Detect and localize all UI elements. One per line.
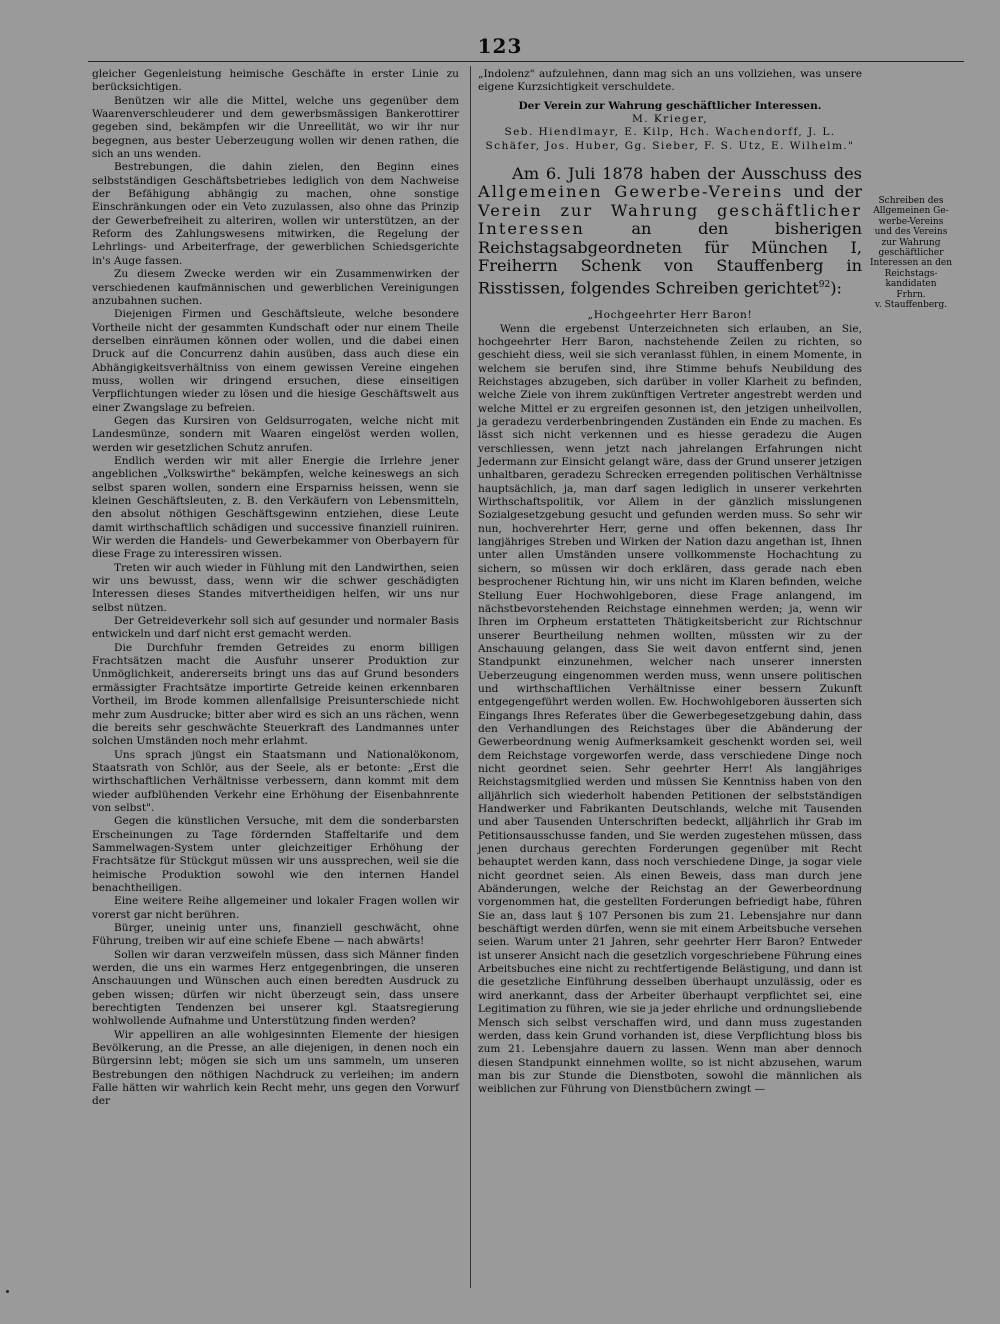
right-column [478,68,862,1097]
paragraph: Bürger, uneinig unter uns, finanziell geschwächt, ohne Führung, treiben wir auf eine schiefe Ebene — nach abwärts! [92,922,459,948]
footnote-marker: 92 [818,279,831,290]
margin-note [866,196,956,310]
paragraph: Benützen wir alle die Mittel, welche uns gegenüber dem Waarenverschleuderer und dem gewerbsmässigen Bankerottirer gegeben sind, bekämpfen wir die Unreellität, wo wir ihr nur begegnen, aus bester Ueberzeugung wollen wir denen rathen, die sich an uns wenden. [92,94,459,161]
opening-paragraph: „Indolenz" aufzulehnen, dann mag sich an uns vollziehen, was unsere eigene Kurzsichtigkeit verschuldete. [478,68,862,94]
signature-organization: Der Verein zur Wahrung geschäftlicher Interessen. [518,99,822,112]
paragraph: Treten wir auch wieder in Fühlung mit den Landwirthen, seien wir uns bewusst, dass, wenn wir die schwer geschädigten Interessen dieses Standes mitvertheidigen helfen, wir uns nur selbst nützen. [92,561,459,614]
paragraph: Bestrebungen, die dahin zielen, den Beginn eines selbstständigen Geschäftsbetriebes lediglich von dem Nachweise der Befähigung abhängig zu machen, ohne sonstige Einschränkungen oder ein Veto zuzulassen, also ohne das Prinzip der Gewerbefreiheit zu alteriren, wollen wir unterstützen, an der Reform des Zahlungswesens mitwirken, die Regelung der Lehrlings- und Arbeiterfrage, der gewerblichen Schiedsgerichte in's Auge fassen. [92,161,459,267]
signature-names: Seb. Hiendlmayr, E. Kilp, Hch. Wachendorff, J. L. Schäfer, Jos. Huber, Gg. Sieber, F. S. Utz, E. Wilhelm." [485,126,855,152]
paragraph: Die Durchfuhr fremden Getreides zu enorm billigen Frachtsätzen macht die Ausfuhr unserer Produktion zur Unmöglichkeit, andererseits bringt uns das auf Grund besonders ermässigter Frachtsätze importirte Getreide keinen erkennbaren Vortheil, im Brode kommen allenfallsige Preisunterschiede nicht mehr zum Ausdrucke; bitter aber wird es sich an uns rächen, wenn die bereits sehr geschwächte Steuerkraft des Landmannes unter solchen Umständen noch mehr erlahmt. [92,641,459,748]
margin-note-line: Allgemeinen Ge- [873,206,949,217]
margin-note-line: geschäftlicher [878,248,944,259]
introduction-paragraph [478,165,862,297]
scan-speck [6,1290,9,1293]
margin-note-line: werbe-Vereins [878,216,944,227]
salutation: „Hochgeehrter Herr Baron! [587,309,753,322]
intro-text: an den bisherigen Reichstagsabgeordneten für München I, Freiherrn Schenk von Stauffenberg in Risstissen, folgendes Schreiben gerichtet [478,219,862,297]
letter-body: Wenn die ergebenst Unterzeichneten sich erlauben, an Sie, hochgeehrter Herr Baron, nachstehende Zeilen zu richten, so geschieht diess, weil sie sich veranlasst fühlen, in einem Momente, in welchem sie berufen sind, ihre Stimme behufs Neubildung des Reichstages abzugeben, sich darüber in voller Klarheit zu befinden, welche Ziele von ihrem zukünftigen Vertreter angestrebt werden und welche Mittel er zu ergreifen gesonnen ist, den jetzigen unheilvollen, ja geradezu verderbenbringenden Zuständen ein Ende zu machen. Es lässt sich nicht verkennen und es hiesse geradezu die Augen verschliessen, wenn jetzt nach jahrelangen Erfahrungen nicht Jedermann zur Einsicht gelangt wäre, dass der Grund unserer jetzigen unhaltbaren, geradezu Schrecken erregenden politischen Verhältnisse hauptsächlich, ja, man darf sagen lediglich in unserer verkehrten Wirthschaftspolitik, vor Allem in der gänzlich misslungenen Sozialgesetzgebung gesucht und gefunden werden muss. So sehr wir nun, hochverehrter Herr, gerne und offen bekennen, dass Ihr langjähriges Streben und Wirken der Nation dazu angethan ist, Ihnen unter allen Umständen unsere vollkommenste Hochachtung zu sichern, so müssen wir doch erklären, dass gerade nach eben besprochener Richtung hin, wir uns nicht im Klaren befinden, welche Stellung Euer Hochwohlgeboren, diese Frage anlangend, im nächstbevorstehenden Reichstage einnehmen werden; ja, wenn wir Ihren im Orpheum erstatteten Thätigkeitsbericht zur Richtschnur unserer Beurtheilung nehmen wollten, müssten wir zu der Anschauung gelangen, dass Sie weit davon entfernt sind, jenen Standpunkt einzunehmen, welcher nach unserer innersten Ueberzeugung eingenommen werden muss, wenn unsere politischen und wirthschaftlichen Verhältnisse einer bessern Zukunft entgegengeführt werden wollen. Ew. Hochwohlgeboren äusserten sich Eingangs Ihres Referates über die Gewerbegesetzgebung dahin, dass den Verhandlungen des Reichstages über die Abänderung der Gewerbeordnung wenig Aufmerksamkeit geschenkt worden sei, weil dem Reichstage vorgeworfen werde, dass verschiedene Dinge noch nicht geordnet seien. Sehr geehrter Herr! Als langjähriges Reichstagsmitglied werden und müssen Sie Kenntniss haben von den alljährlich sich wiederholt habenden Petitionen der selbstständigen Handwerker und Fabrikanten Deutschlands, welche mit Tausenden und aber Tausenden Unterschriften bedeckt, alljährlich ihr Grab im Petitionsausschusse fanden, und Sie werden zugestehen müssen, dass jenen durchaus gerechten Forderungen gegenüber mit Recht behauptet werden kann, dass noch verschiedene Dinge, ja sogar viele nicht geordnet seien. Als einen Beweis, dass man durch jene Abänderungen, welche der Reichstag an der Gewerbeordnung vorgenommen hat, die gestellten Forderungen befriedigt habe, führen Sie an, dass laut § 107 Personen bis zum 21. Lebensjahre nur dann beschäftigt werden dürfen, wenn sie mit einem Arbeitsbuche versehen seien. Warum unter 21 Jahren, sehr geehrter Herr Baron? Entweder ist unserer Ansicht nach die gesetzlich vorgeschriebene Führung eines Arbeitsbuches eine nicht zu rechtfertigende Belästigung, und dann ist die gesetzliche Einführung desselben überhaupt unzulässig, oder es wird anerkannt, dass der Arbeiter überhaupt verpflichtet sei, eine Legitimation zu führen, wie sie ja jeder ehrliche und ordnungsliebende Mensch sich selbst verschaffen wird, und dann muss zugestanden werden, dass kein Grund vorhanden ist, diese Verpflichtung bloss bis zum 21. Lebensjahre dauern zu lassen. Wenn man aber dennoch diesen Standpunkt einnehmen wollte, so ist nicht abzusehen, warum man bis zur Stunde die Dienstboten, sowohl die männlichen als weiblichen zur Führung von Dienstbüchern zwingt — [478,322,862,1096]
paragraph: Eine weitere Reihe allgemeiner und lokaler Fragen wollen wir vorerst gar nicht berühren. [92,895,459,921]
signature-names-line-1: M. Krieger, [632,113,708,126]
paragraph: gleicher Gegenleistung heimische Geschäfte in erster Linie zu berücksichtigen. [92,68,459,94]
intro-text: Am 6. Juli 1878 haben der Ausschuss des [512,164,862,184]
margin-note-line: Schreiben des [878,196,944,206]
column-divider [470,66,471,1288]
page-number: 123 [477,34,523,58]
paragraph: Gegen die künstlichen Versuche, mit dem die sonderbarsten Erscheinungen zu Tage fördernden Staffeltarife und dem Sammelwagen-System unter gleichzeitiger Erhöhung der Frachtsätze für Stückgut müssen wir uns aussprechen, weil sie die heimische Produktion sowohl wie den internen Handel benachtheiligen. [92,815,459,894]
paragraph: Endlich werden wir mit aller Energie die Irrlehre jener angeblichen „Volkswirthe" bekämpfen, welche keineswegs an sich selbst sparen wollen, sondern eine Ersparniss heissen, wenn sie kleinen Geschäftsleuten, z. B. den Verkäufern von Lebensmitteln, den absolut nöthigen Geschäftsgewinn entziehen, diese Leute damit wirthschaftlich schädigen und successive finanziell ruiniren. Wir werden die Handels- und Gewerbekammer von Oberbayern für diese Frage zu interessiren wissen. [92,454,459,561]
margin-note-line: und des Vereins [874,227,948,238]
margin-note-line: kandidaten [885,279,937,290]
margin-note-line: zur Wahrung [881,237,941,248]
paragraph: Der Getreideverkehr soll sich auf gesunder und normaler Basis entwickeln und darf nicht erst gemacht werden. [92,615,459,641]
paragraph: Gegen das Kursiren von Geldsurrogaten, welche nicht mit Landesmünze, sondern mit Waaren eingelöst werden wollen, werden wir gesetzlichen Schutz anrufen. [92,414,459,454]
margin-note-line: Reichstags- [884,268,938,279]
intro-text: ): [830,277,843,297]
paragraph: Wir appelliren an alle wohlgesinnten Elemente der hiesigen Bevölkerung, an die Presse, an alle diejenigen, in denen noch ein Bürgersinn lebt; mögen sie sich um uns sammeln, um unseren Bestrebungen den nöthigen Nachdruck zu verleihen; im andern Falle hätten wir wahrlich kein Recht mehr, uns gegen den Vorwurf der [92,1028,459,1108]
org-name-gewerbeverein: Allgemeinen Gewerbe-Vereins [478,182,784,202]
intro-text: und der [793,182,862,202]
org-name-verein: Verein zur Wahrung geschäftlicher Interessen [478,200,862,239]
left-column [92,68,459,1109]
header-rule [88,61,964,62]
paragraph: Sollen wir daran verzweifeln müssen, dass sich Männer finden werden, die uns ein warmes Herz entgegenbringen, die unseren Anschauungen und Wünschen auch einen beredten Ausdruck zu geben wissen; dürfen wir nicht überzeugt sein, dass unsere berechtigten Tendenzen bei unserer kgl. Staatsregierung wohlwollende Aufnahme und Unterstützung finden werden? [92,948,459,1028]
paragraph: Uns sprach jüngst ein Staatsmann und Nationalökonom, Staatsrath von Schlör, aus der Seele, als er betonte: „Erst die wirthschaftlichen Verhältnisse verbessern, dann kommt mit dem wieder aufblühenden Verkehr eine Erhöhung der Eisenbahnrente von selbst". [92,748,459,814]
margin-note-line: v. Stauffenberg. [874,300,948,311]
margin-note-line: Interessen an den [869,258,953,269]
paragraph: Zu diesem Zwecke werden wir ein Zusammenwirken der verschiedenen kaufmännischen und gewerblichen Vereinigungen anzubahnen suchen. [92,268,459,307]
paragraph: Diejenigen Firmen und Geschäftsleute, welche besondere Vortheile nicht der gesammten Kundschaft oder nur einem Theile derselben einräumen können oder wollen, und die dabei einen Druck auf die Concurrenz dahin ausüben, dass auch diese ein Abhängigkeitsverhältniss von einem gewissen Vereine eingehen muss, wollen wir dringend ersuchen, diese einseitigen Verpflichtungen wieder zu lösen und die hiesige Geschäftswelt aus einer Zwangslage zu befreien. [92,308,459,414]
margin-note-line: Frhrn. [896,289,926,300]
